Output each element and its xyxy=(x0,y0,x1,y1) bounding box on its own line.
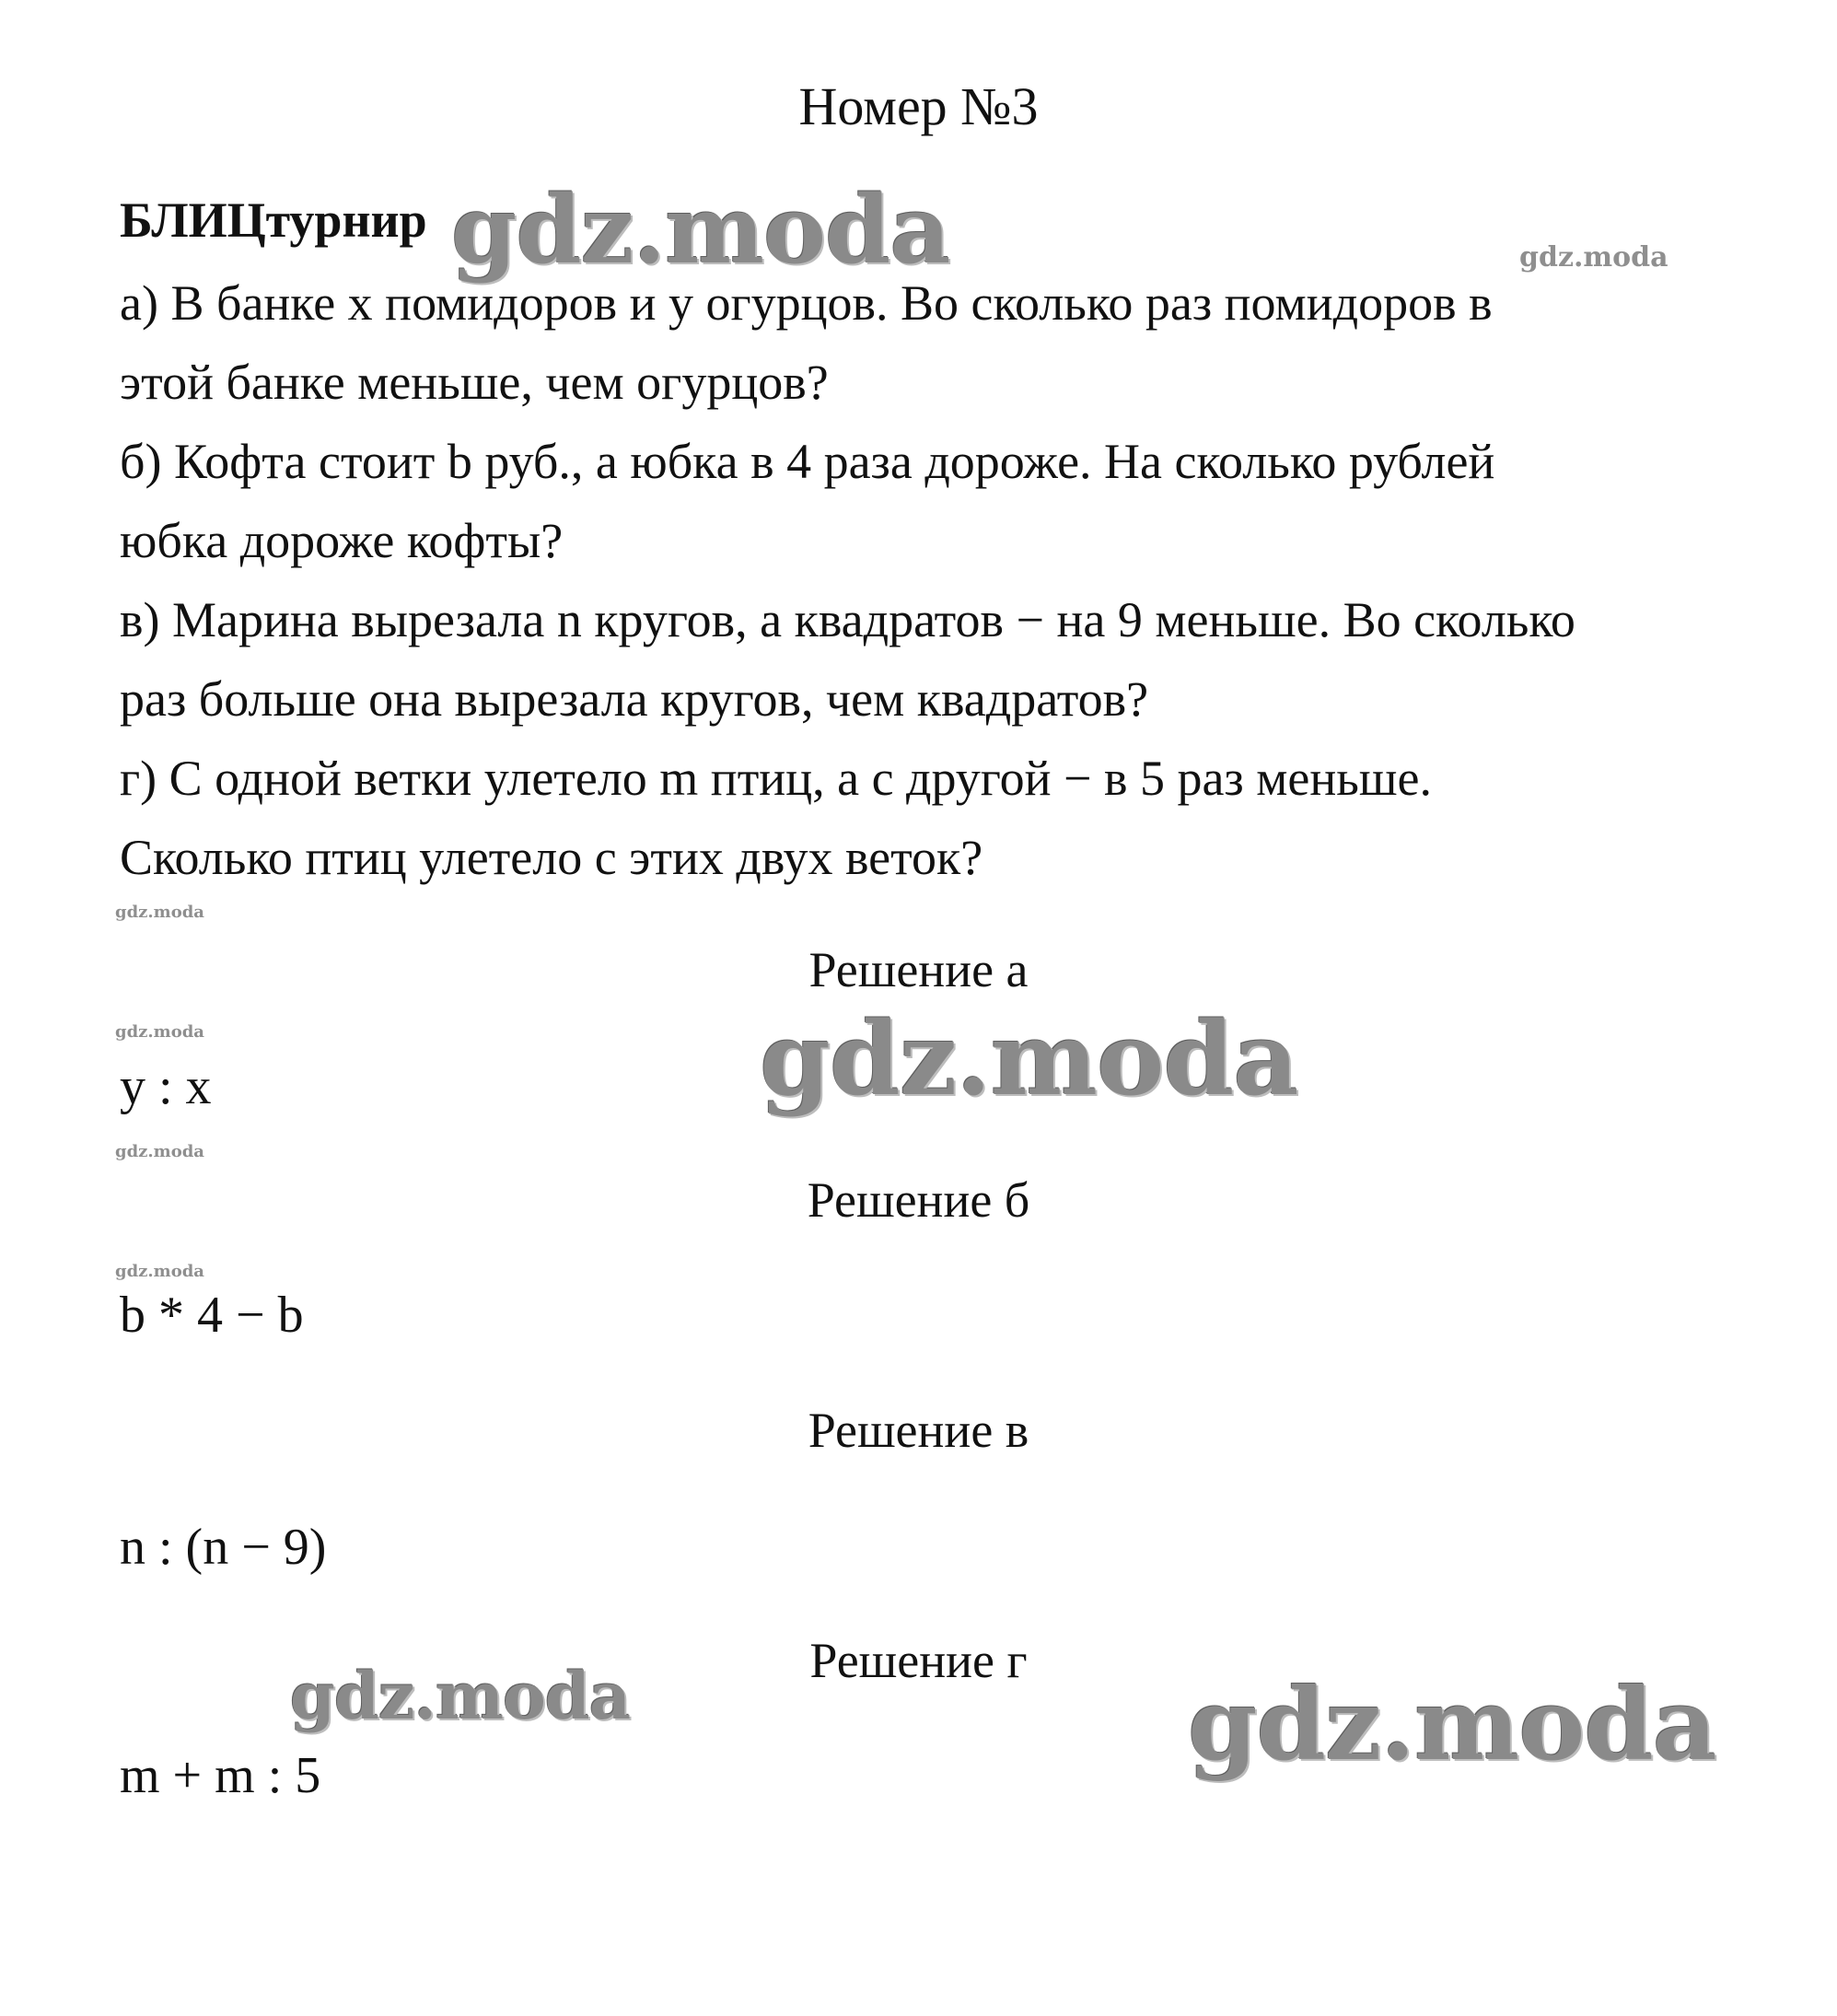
solution-heading-b: Решение б xyxy=(807,1172,1030,1228)
watermark-small: gdz.moda xyxy=(1519,241,1668,274)
problem-line-v1: в) Марина вырезала n кругов, а квадратов − на 9 меньше. Во сколько xyxy=(120,592,1575,647)
watermark-tiny: gdz.moda xyxy=(115,1142,204,1161)
watermark-tiny: gdz.moda xyxy=(115,903,204,922)
watermark-tiny: gdz.moda xyxy=(115,1022,204,1042)
watermark-large: gdz.moda xyxy=(290,1658,631,1734)
problem-line-v2: раз больше она вырезала кругов, чем квадратов? xyxy=(120,671,1149,727)
problem-line-g2: Сколько птиц улетело с этих двух веток? xyxy=(120,830,983,885)
problem-line-b2: юбка дороже кофты? xyxy=(120,513,564,568)
solution-heading-v: Решение в xyxy=(808,1403,1029,1458)
solution-heading-g: Решение г xyxy=(809,1633,1028,1688)
solution-formula-b: b * 4 − b xyxy=(120,1287,304,1344)
problem-line-b1: б) Кофта стоит b руб., а юбка в 4 раза дороже. На сколько рублей xyxy=(120,434,1495,489)
watermark-large: gdz.moda xyxy=(760,999,1298,1118)
solution-heading-a: Решение а xyxy=(808,942,1029,997)
section-title: БЛИЦтурнир xyxy=(120,192,427,248)
watermark-large: gdz.moda xyxy=(451,175,950,286)
problem-line-a1: а) В банке x помидоров и y огурцов. Во сколько раз помидоров в xyxy=(120,275,1493,331)
watermark-tiny: gdz.moda xyxy=(115,1262,204,1281)
page-title: Номер №3 xyxy=(798,76,1039,136)
solution-formula-v: n : (n − 9) xyxy=(120,1519,327,1576)
solution-formula-a: y : x xyxy=(120,1058,212,1115)
watermark-large: gdz.moda xyxy=(1188,1667,1716,1783)
problem-line-g1: г) С одной ветки улетело m птиц, а с другой − в 5 раз меньше. xyxy=(120,751,1432,806)
solution-formula-g: m + m : 5 xyxy=(120,1747,321,1804)
problem-line-a2: этой банке меньше, чем огурцов? xyxy=(120,355,829,410)
